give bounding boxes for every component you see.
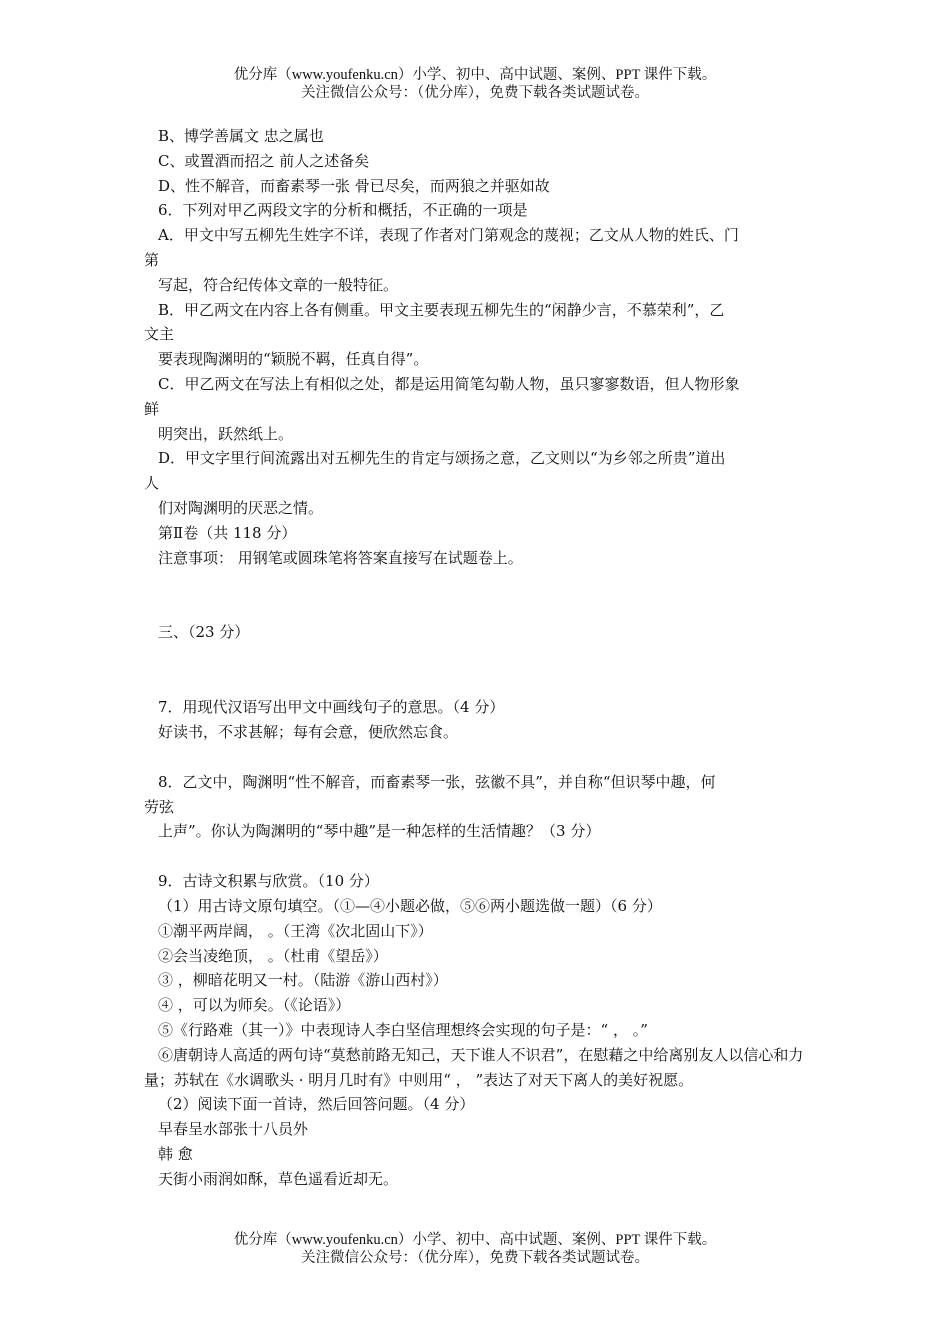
q6-option-d-line1: D．甲文字里行间流露出对五柳先生的肯定与颂扬之意，乙文则以“为乡邻之所贵”道出 [158, 449, 726, 468]
q8-line3: 上声”。你认为陶渊明的“琴中趣”是一种怎样的生活情趣？（3 分） [158, 822, 601, 841]
page-footer [0, 1231, 950, 1267]
page-header [0, 66, 950, 102]
section-3-heading: 三、（23 分） [158, 623, 250, 642]
q8-line2: 劳弦 [144, 797, 175, 816]
part2-title: 第Ⅱ卷（共 118 分） [158, 523, 297, 542]
exam-content [144, 124, 809, 1191]
q9-item-3: ③ ，柳暗花明又一村。（陆游《游山西村》） [158, 971, 448, 990]
q6-option-c-line3: 明突出，跃然纸上。 [158, 424, 294, 443]
header-line-1: 优分库（www.youfenku.cn）小学、初中、高中试题、案例、PPT 课件下载。 [233, 67, 717, 83]
q5-option-b: B、博学善属文 忠之属也 [158, 127, 324, 145]
q6-option-b-line3: 要表现陶渊明的“颖脱不羁，任真自得”。 [158, 350, 429, 369]
q6-option-b-line2: 文主 [144, 325, 175, 344]
part2-note: 注意事项： 用钢笔或圆珠笔将答案直接写在试题卷上。 [158, 548, 523, 567]
q9-stem: 9．古诗文积累与欣赏。（10 分） [158, 872, 379, 891]
q6-option-d-line3: 们对陶渊明的厌恶之情。 [158, 498, 324, 517]
q6-option-c-line1: C．甲乙两文在写法上有相似之处，都是运用简笔勾勒人物，虽只寥寥数语，但人物形象 [158, 374, 740, 393]
q6-option-d-line2: 人 [144, 474, 160, 493]
q9-item-5: ⑤《行路难（其一）》中表现诗人李白坚信理想终会实现的句子是：“ ， 。” [158, 1020, 648, 1039]
poem-title: 早春呈水部张十八员外 [158, 1120, 309, 1139]
q7-stem: 7．用现代汉语写出甲文中画线句子的意思。（4 分） [158, 698, 505, 717]
q9-sub1: （1）用古诗文原句填空。（①—④小题必做，⑤⑥两小题选做一题）（6 分） [158, 896, 662, 915]
header-line-2: 关注微信公众号：（优分库），免费下载各类试题试卷。 [301, 85, 649, 101]
q6-option-c-line2: 鲜 [144, 399, 160, 418]
q6-option-a-line2: 第 [144, 250, 160, 269]
q6-stem: 6．下列对甲乙两段文字的分析和概括，不正确的一项是 [158, 201, 528, 220]
q9-sub2: （2）阅读下面一首诗，然后回答问题。（4 分） [158, 1095, 475, 1114]
q6-option-a-line1: A．甲文中写五柳先生姓字不详，表现了作者对门第观念的蔑视；乙文从人物的姓氏、门 [158, 226, 739, 245]
q7-sentence: 好读书，不求甚解；每有会意，便欣然忘食。 [158, 722, 459, 741]
poem-author: 韩 愈 [158, 1144, 193, 1163]
q6-option-a-line3: 写起，符合纪传体文章的一般特征。 [158, 275, 399, 294]
q9-item-1: ①潮平两岸阔， 。（王湾《次北固山下》） [158, 921, 433, 940]
q9-item-4: ④ ，可以为师矣。（《论语》） [158, 996, 351, 1015]
q9-item-2: ②会当凌绝顶， 。（杜甫《望岳》） [158, 946, 388, 965]
footer-line-2: 关注微信公众号：（优分库），免费下载各类试题试卷。 [301, 1250, 649, 1266]
q6-option-b-line1: B．甲乙两文在内容上各有侧重。甲文主要表现五柳先生的“闲静少言，不慕荣利”，乙 [158, 300, 725, 319]
poem-line-1: 天街小雨润如酥，草色遥看近却无。 [158, 1169, 399, 1188]
q8-line1: 8．乙文中，陶渊明“性不解音，而畜素琴一张，弦徽不具”，并自称“但识琴中趣，何 [158, 772, 716, 791]
q9-item-6: ⑥唐朝诗人高适的两句诗“莫愁前路无知己，天下谁人不识君”，在慰藉之中给离别友人以信心和力量；苏轼在《水调歌头 · 明月几时有》中则用“ ， ”表达了对天下离人的美好祝愿。 [144, 1045, 804, 1089]
q5-option-d: D、性不解音，而畜素琴一张 骨已尽矣，而两狼之并驱如故 [158, 176, 550, 195]
footer-line-1: 优分库（www.youfenku.cn）小学、初中、高中试题、案例、PPT 课件下载。 [233, 1232, 717, 1248]
q5-option-c: C、或置酒而招之 前人之述备矣 [158, 151, 370, 170]
